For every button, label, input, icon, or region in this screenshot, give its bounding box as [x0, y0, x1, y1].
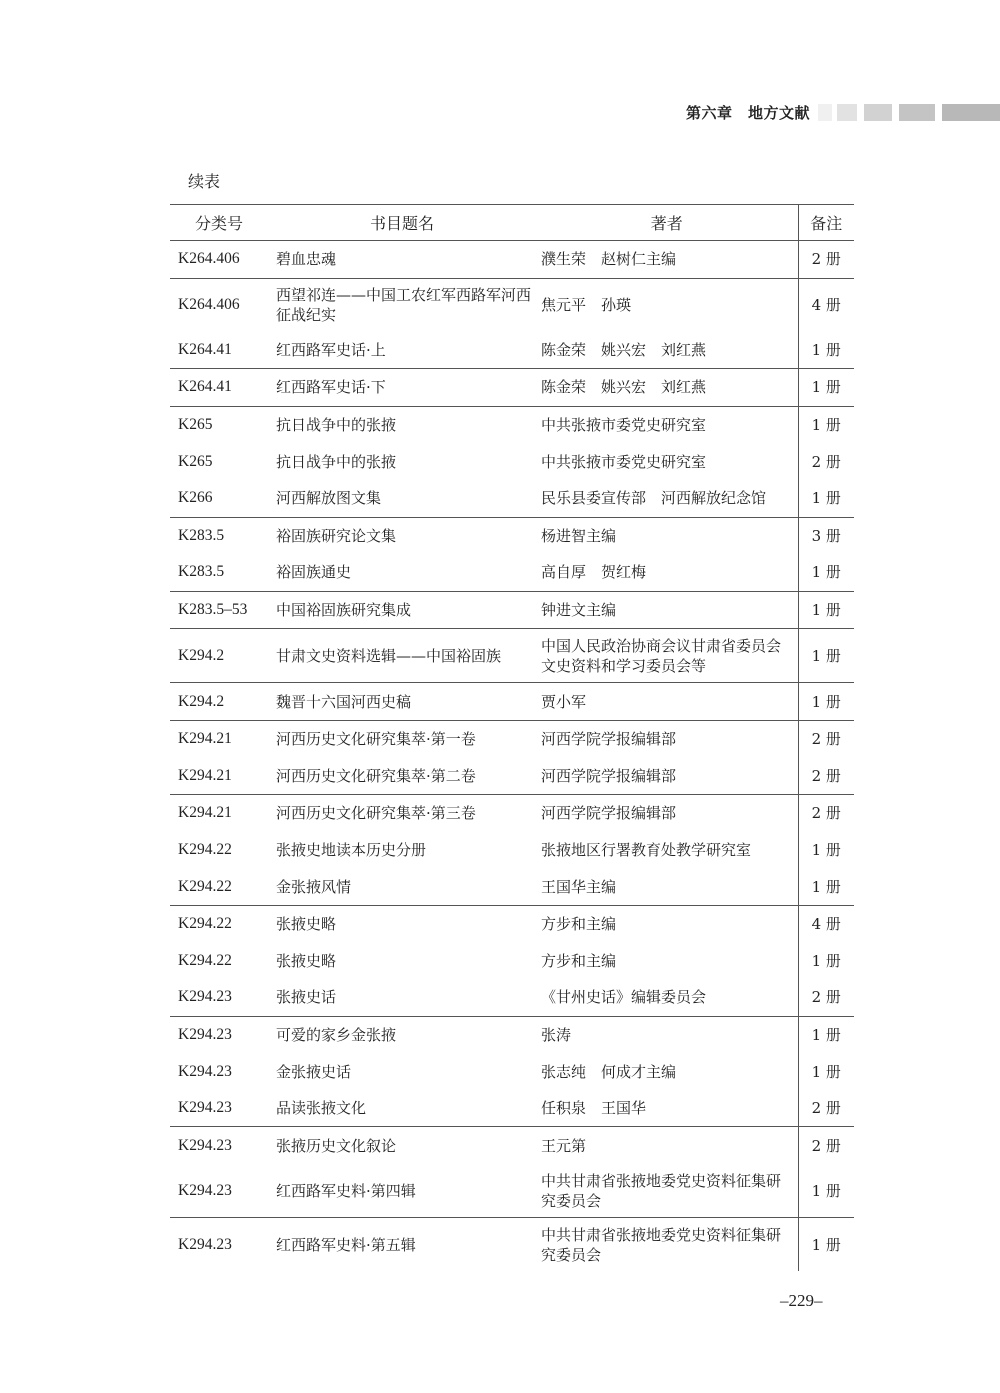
cell-author: 杨进智主编: [541, 526, 617, 545]
cell-title: 张掖历史文化叙论: [276, 1136, 397, 1155]
cell-code: K264.41: [170, 332, 268, 369]
cell-code: K264.41: [170, 369, 268, 407]
cell-author: 河西学院学报编辑部: [541, 730, 677, 749]
cell-code: K294.21: [170, 758, 268, 795]
cell-note: 2 册: [798, 795, 854, 832]
cell-note: 2 册: [798, 758, 854, 795]
cell-title: 魏晋十六国河西史稿: [268, 683, 536, 721]
table-row: [170, 1127, 854, 1164]
cell-code: K294.22: [178, 841, 232, 859]
cell-code: K283.5: [170, 554, 268, 591]
cell-note: 1 册: [798, 369, 854, 407]
cell-title: 红西路军史料·第四辑: [268, 1164, 536, 1218]
cell-note: 1 册: [798, 480, 854, 517]
table-row: [170, 1053, 854, 1090]
cell-code: K294.22: [178, 951, 232, 969]
header-bar-1: [818, 104, 832, 121]
cell-note: 2 册: [798, 979, 854, 1016]
cell-code: K294.23: [178, 1235, 232, 1253]
cell-note: 1 册: [798, 832, 854, 869]
table-row: [170, 1218, 854, 1272]
table-row: [170, 795, 854, 832]
cell-note: 1 册: [798, 943, 854, 980]
cell-note: 3 册: [798, 517, 854, 554]
table-row: [170, 683, 854, 721]
cell-title: 可爱的家乡金张掖: [276, 1025, 397, 1044]
cell-title: 金张掖风情: [268, 868, 536, 905]
cell-note: 2 册: [798, 1090, 854, 1127]
cell-title: 河西历史文化研究集萃·第一卷: [276, 730, 476, 749]
cell-code: K294.2: [170, 683, 268, 721]
cell-author: 焦元平 孙瑛: [541, 296, 632, 315]
header-bar-2: [837, 104, 857, 121]
table-row: [170, 1090, 854, 1127]
cell-author: 河西学院学报编辑部: [536, 758, 798, 795]
table-row: [170, 554, 854, 591]
cell-author: 任积泉 王国华: [536, 1090, 798, 1127]
cell-note: 1 册: [798, 1016, 854, 1053]
col-header-note: 备注: [798, 205, 854, 241]
cell-author: 陈金荣 姚兴宏 刘红燕: [536, 369, 798, 407]
cell-title: 张掖史略: [276, 951, 337, 970]
table-row: [170, 332, 854, 369]
cell-note: 1 册: [798, 1164, 854, 1218]
cell-title: 抗日战争中的张掖: [276, 452, 397, 471]
continued-label: 续表: [188, 172, 221, 191]
page-number: –229–: [780, 1291, 823, 1310]
table-body: [170, 241, 854, 1272]
cell-note: 1 册: [798, 1053, 854, 1090]
cell-title: 碧血忠魂: [268, 241, 536, 279]
cell-title: 西望祁连——中国工农红军西路军河西征战纪实: [276, 286, 532, 325]
table-row: [170, 905, 854, 942]
cell-code: K264.406: [178, 296, 240, 314]
cell-code: K294.22: [170, 868, 268, 905]
cell-author: 陈金荣 姚兴宏 刘红燕: [536, 332, 798, 369]
cell-author: 王国华主编: [536, 868, 798, 905]
cell-note: 1 册: [798, 554, 854, 591]
cell-note: 2 册: [798, 443, 854, 480]
cell-author: 张志纯 何成才主编: [541, 1062, 677, 1081]
cell-note: 1 册: [798, 868, 854, 905]
cell-note: 1 册: [798, 683, 854, 721]
cell-author: 《甘州史话》编辑委员会: [536, 979, 798, 1016]
cell-code: K294.21: [178, 804, 232, 822]
table-row: [170, 480, 854, 517]
cell-code: K294.23: [170, 1090, 268, 1127]
cell-title: 红西路军史话·上: [268, 332, 536, 369]
table-row: [170, 241, 854, 279]
col-header-author: 著者: [536, 205, 798, 241]
header-bar-3: [864, 104, 892, 121]
catalog-table-wrap: [170, 204, 854, 1271]
table-row: [170, 868, 854, 905]
cell-code: K294.23: [170, 979, 268, 1016]
table-header-row: [170, 205, 854, 241]
table-row: [170, 943, 854, 980]
cell-author: 方步和主编: [541, 915, 617, 934]
header-bar-5: [942, 104, 1000, 121]
header-bar-4: [899, 104, 935, 121]
cell-note: 1 册: [798, 1218, 854, 1272]
cell-code: K265: [178, 416, 213, 434]
cell-author: 张涛: [541, 1025, 572, 1044]
cell-title: 河西解放图文集: [268, 480, 536, 517]
cell-author: 河西学院学报编辑部: [541, 804, 677, 823]
cell-code: K265: [178, 452, 213, 470]
cell-title: 红西路军史话·下: [268, 369, 536, 407]
cell-title: 裕固族研究论文集: [276, 526, 397, 545]
cell-author: 中共甘肃省张掖地委党史资料征集研究委员会: [541, 1225, 782, 1264]
cell-author: 张掖地区行署教育处教学研究室: [541, 841, 752, 860]
col-header-code: 分类号: [170, 205, 268, 241]
cell-code: K294.2: [170, 629, 268, 683]
table-row: [170, 979, 854, 1016]
cell-code: K294.23: [178, 1025, 232, 1043]
cell-code: K283.5: [178, 526, 225, 544]
table-row: [170, 278, 854, 332]
table-row: [170, 591, 854, 629]
chapter-title: 第六章 地方文献: [686, 104, 811, 122]
cell-author: 钟进文主编: [536, 591, 798, 629]
cell-author: 方步和主编: [541, 951, 617, 970]
cell-title: 品读张掖文化: [268, 1090, 536, 1127]
cell-note: 2 册: [798, 1127, 854, 1164]
cell-note: 1 册: [798, 629, 854, 683]
cell-title: 中国裕固族研究集成: [268, 591, 536, 629]
cell-title: 张掖史地读本历史分册: [276, 841, 427, 860]
cell-author: 中共甘肃省张掖地委党史资料征集研究委员会: [536, 1164, 798, 1218]
cell-code: K283.5–53: [170, 591, 268, 629]
cell-title: 甘肃文史资料选辑——中国裕固族: [268, 629, 536, 683]
cell-author: 中共张掖市委党史研究室: [541, 416, 707, 435]
table-row: [170, 443, 854, 480]
table-row: [170, 758, 854, 795]
running-header: [0, 103, 1000, 123]
cell-author: 民乐县委宣传部 河西解放纪念馆: [536, 480, 798, 517]
cell-code: K294.21: [178, 730, 232, 748]
table-row: [170, 369, 854, 407]
cell-title: 裕固族通史: [268, 554, 536, 591]
table-row: [170, 406, 854, 443]
cell-code: K266: [170, 480, 268, 517]
cell-code: K294.23: [178, 1136, 232, 1154]
col-header-title: 书目题名: [268, 205, 536, 241]
table-row: [170, 720, 854, 757]
cell-note: 1 册: [798, 332, 854, 369]
cell-author: 中国人民政治协商会议甘肃省委员会文史资料和学习委员会等: [536, 629, 798, 683]
cell-title: 张掖史话: [268, 979, 536, 1016]
cell-code: K294.23: [170, 1164, 268, 1218]
cell-title: 红西路军史料·第五辑: [276, 1235, 416, 1254]
cell-note: 1 册: [798, 406, 854, 443]
table-row: [170, 1016, 854, 1053]
cell-note: 4 册: [798, 278, 854, 332]
cell-title: 河西历史文化研究集萃·第三卷: [276, 804, 476, 823]
cell-author: 王元第: [541, 1136, 587, 1155]
cell-code: K264.406: [170, 241, 268, 279]
cell-title: 金张掖史话: [276, 1062, 352, 1081]
cell-code: K294.23: [178, 1062, 232, 1080]
cell-author: 濮生荣 赵树仁主编: [536, 241, 798, 279]
table-row: [170, 832, 854, 869]
cell-author: 中共张掖市委党史研究室: [541, 452, 707, 471]
cell-note: 2 册: [798, 241, 854, 279]
table-row: [170, 1164, 854, 1218]
cell-title: 抗日战争中的张掖: [276, 416, 397, 435]
table-row: [170, 629, 854, 683]
cell-author: 高自厚 贺红梅: [536, 554, 798, 591]
cell-note: 2 册: [798, 720, 854, 757]
cell-note: 4 册: [798, 905, 854, 942]
cell-title: 河西历史文化研究集萃·第二卷: [268, 758, 536, 795]
cell-title: 张掖史略: [276, 915, 337, 934]
cell-note: 1 册: [798, 591, 854, 629]
cell-author: 贾小军: [536, 683, 798, 721]
table-row: [170, 517, 854, 554]
cell-code: K294.22: [178, 915, 232, 933]
catalog-table: [170, 204, 854, 1271]
